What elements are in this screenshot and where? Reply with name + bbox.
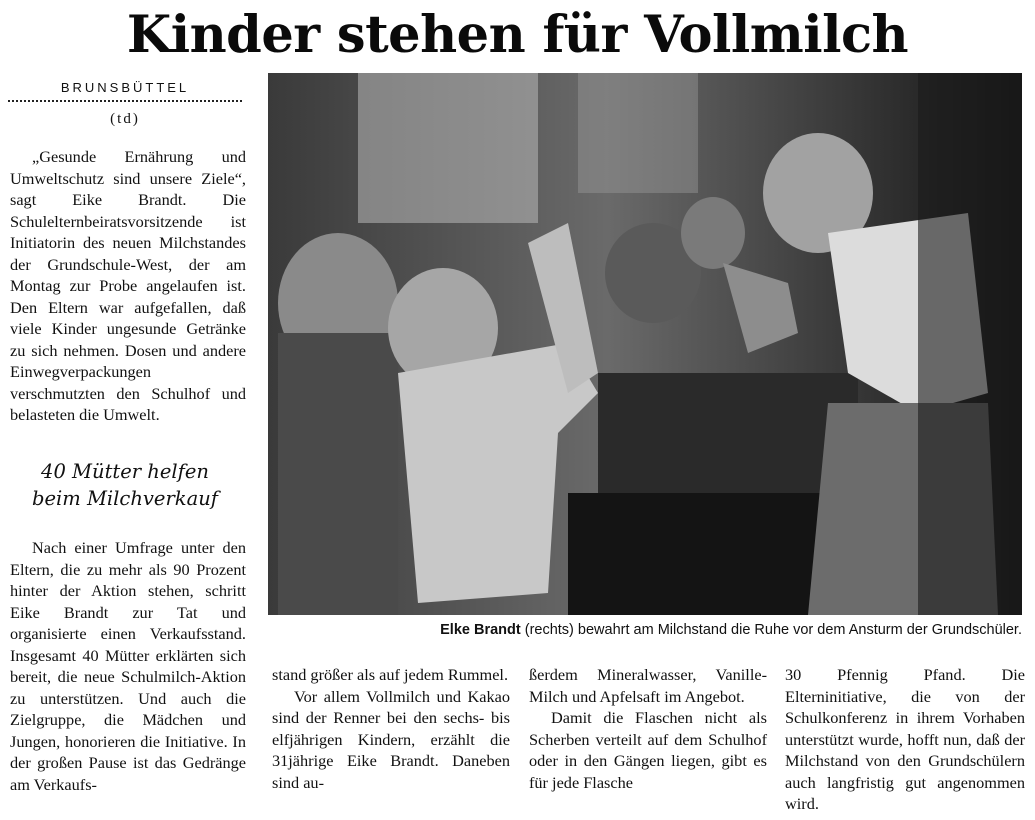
- column-2-paragraph-1: stand größer als auf jedem Rummel.: [272, 665, 509, 684]
- column-1-body: [10, 537, 246, 795]
- dotted-divider: [8, 100, 242, 102]
- subheading-line-2: beim Milchverkauf: [32, 487, 218, 510]
- column-3: [529, 664, 767, 793]
- photo-illustration: [268, 73, 1022, 615]
- column-4: [785, 664, 1025, 815]
- caption-text: (rechts) bewahrt am Milchstand die Ruhe vor dem Ansturm der Grundschüler.: [520, 622, 1022, 638]
- news-photo: [268, 73, 1022, 615]
- column-3-paragraph-1: ßerdem Mineralwasser, Vanille-Milch und Apfelsaft im Angebot.: [529, 665, 767, 706]
- article-headline: Kinder stehen für Vollmilch: [126, 5, 909, 65]
- subheading-line-1: 40 Mütter helfen: [41, 460, 209, 483]
- dateline: BRUNSBÜTTEL: [60, 80, 190, 95]
- column-1-paragraph: Nach einer Umfrage unter den Eltern, die zu mehr als 90 Prozent hinter der Aktion stehen, schritt Eike Brandt zur Tat und organisierte einen Verkaufsstand. Insgesamt 40 Mütter erklärten sich bereit, die neue Schulmilch-Aktion zu unterstützen. Und auch die Zielgruppe, die Mädchen und Jungen, honorieren die Initiative. In der großen Pause ist das Gedränge am Verkaufs-: [10, 538, 246, 794]
- intro-paragraph: „Gesunde Ernährung und Umweltschutz sind unsere Ziele“, sagt Eike Brandt. Die Schulelternbeiratsvorsitzende ist Initiatorin des neuen Milchstandes der Grundschule-West, der am Montag zur Probe angelaufen ist. Den Eltern war aufgefallen, daß viele Kinder ungesunde Getränke zu sich nehmen. Dosen und andere Einwegverpackungen verschmutzten den Schulhof und belasteten die Umwelt.: [10, 147, 246, 424]
- column-4-paragraph-1: 30 Pfennig Pfand. Die Elterninitiative, die von der Schulkonferenz in ihrem Vorhaben unterstützt wurde, hofft nun, daß der Milchstand von den Grundschülern auch langfristig gut angenommen wird.: [785, 665, 1025, 813]
- column-2: [272, 664, 510, 793]
- caption-name: Elke Brandt: [440, 622, 521, 638]
- intro-column: [10, 146, 246, 426]
- column-3-paragraph-2: Damit die Flaschen nicht als Scherben verteilt auf dem Schulhof oder in den Gängen liegen, gibt es für jede Flasche: [529, 708, 767, 792]
- photo-caption: [268, 621, 1022, 639]
- byline: (td): [110, 111, 140, 127]
- subheading: [8, 458, 242, 512]
- column-2-paragraph-2: Vor allem Vollmilch und Kakao sind der Renner bei den sechs- bis elfjährigen Kindern, erzählt die 31jährige Eike Brandt. Daneben sind au-: [272, 686, 510, 792]
